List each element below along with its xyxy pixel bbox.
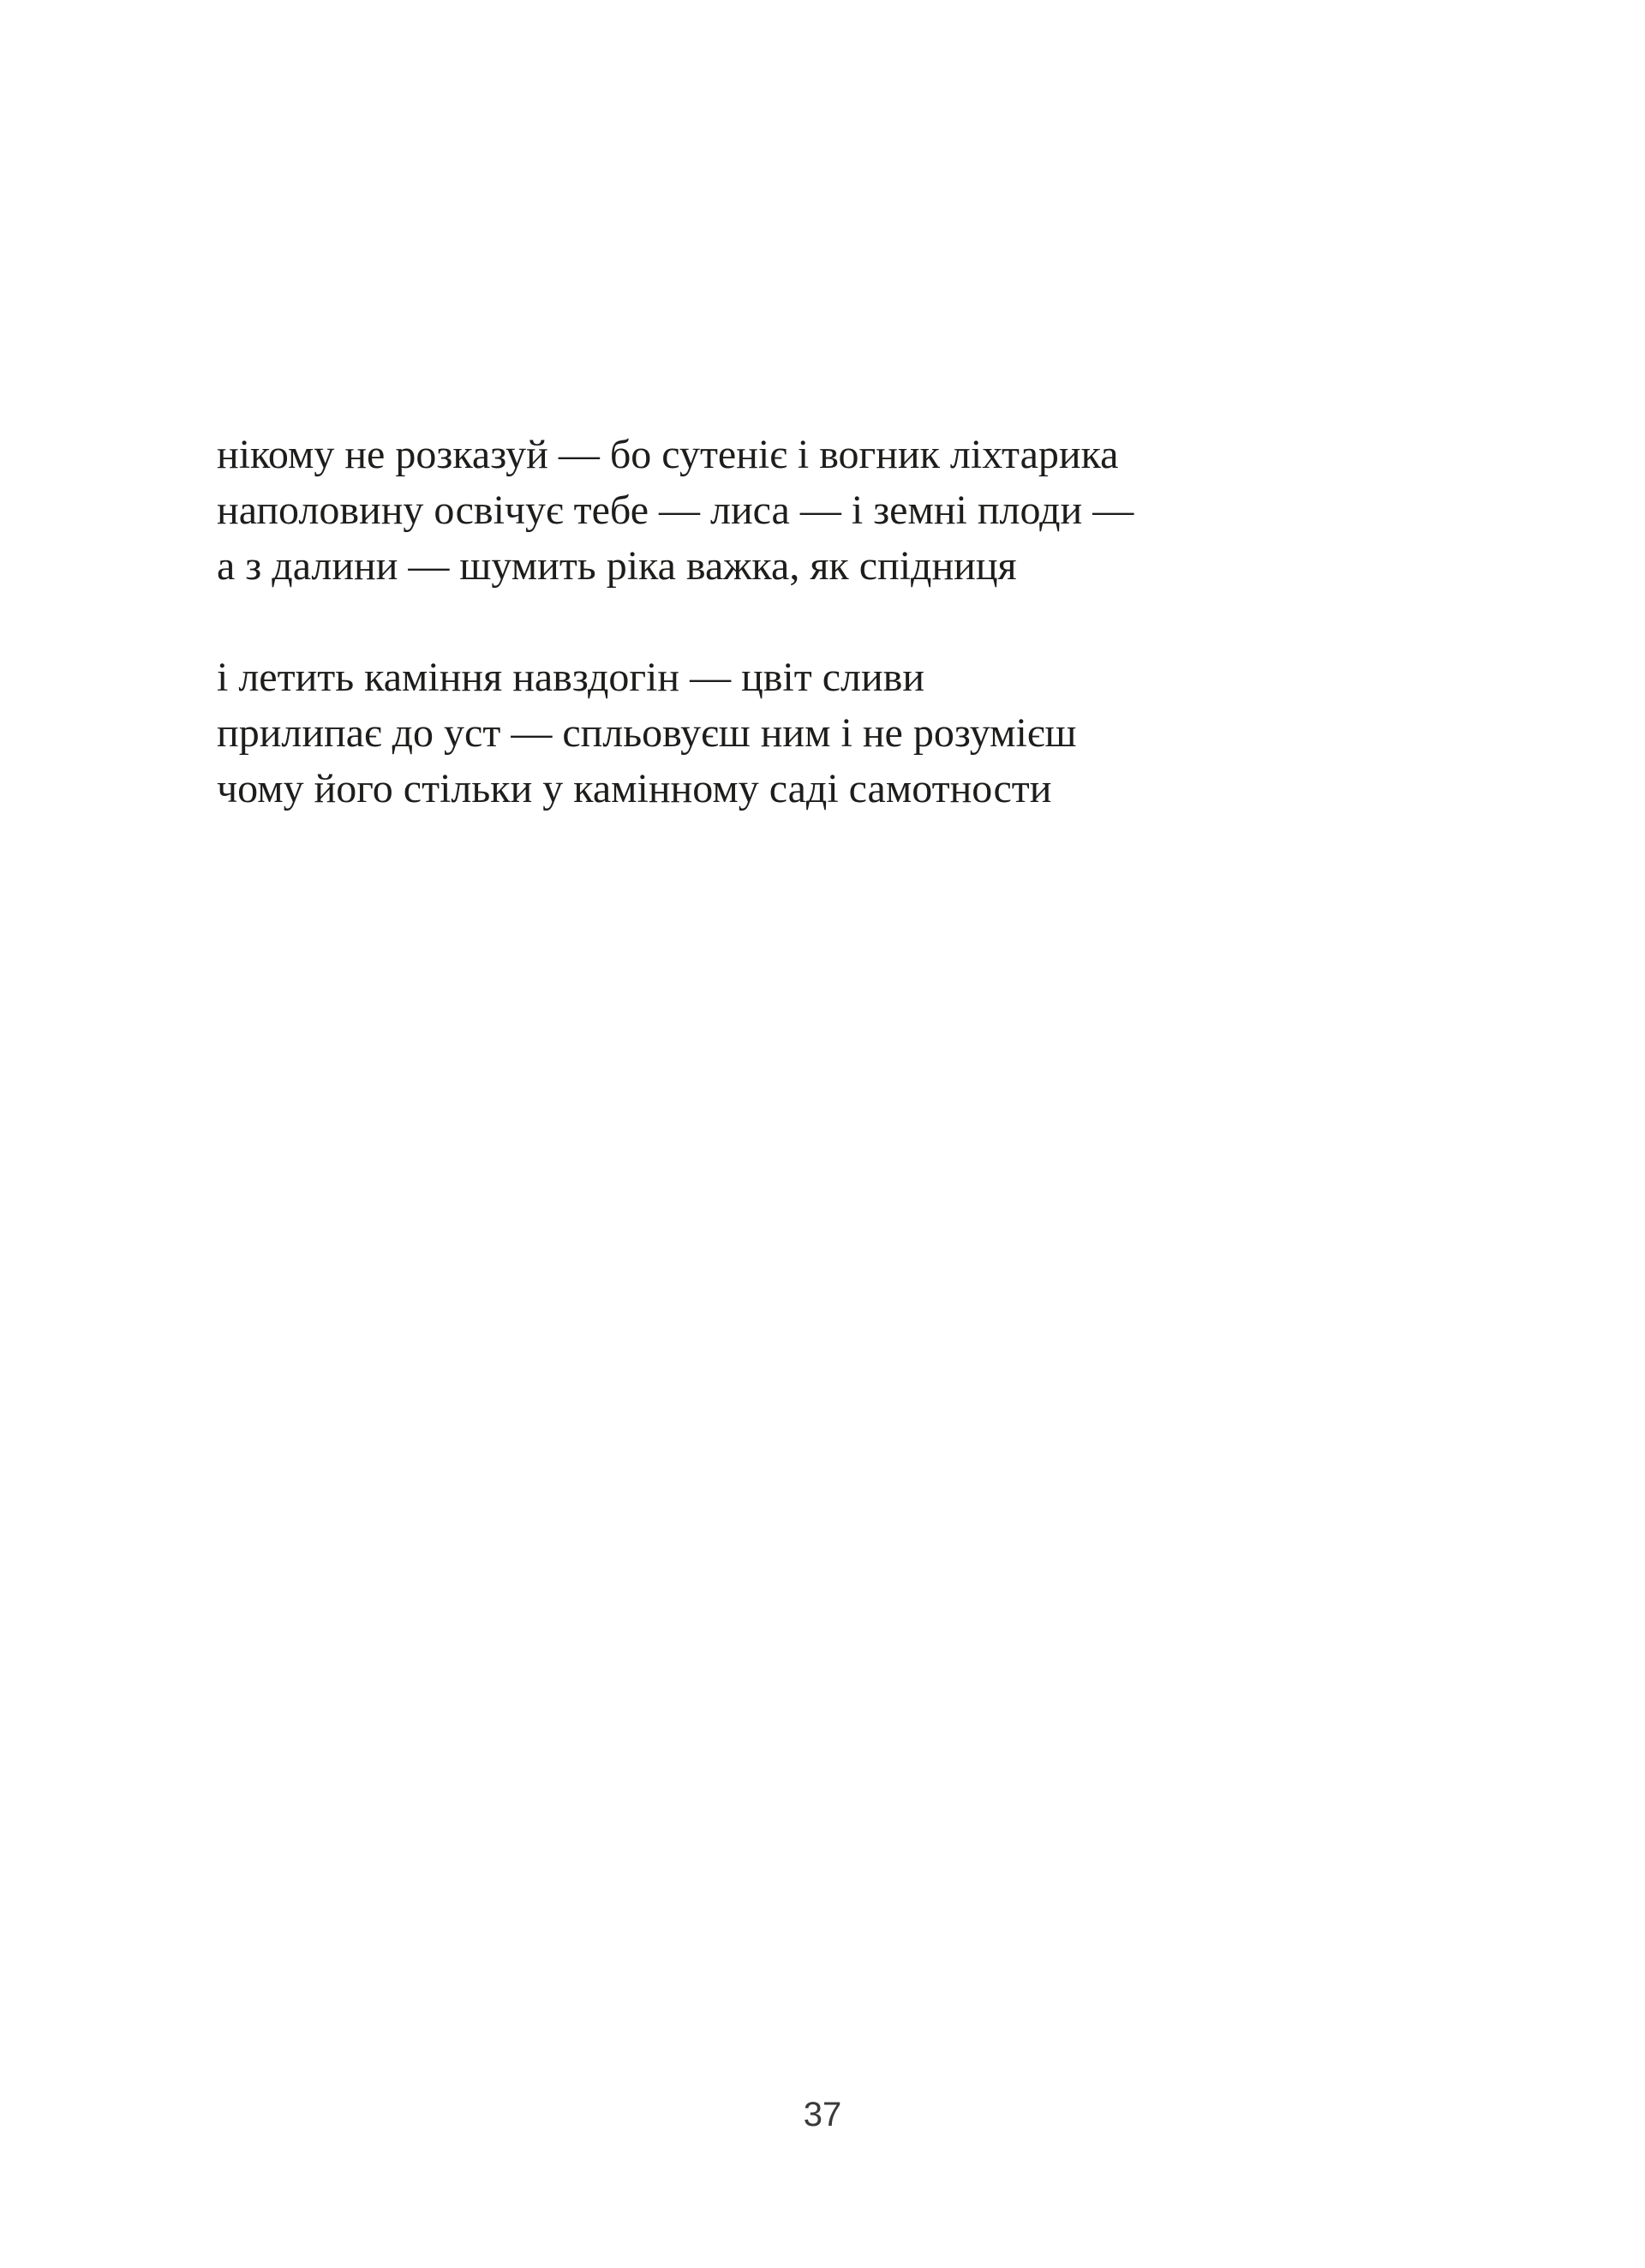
poem-line: а з далини — шумить ріка важка, як спідниця [217,543,1017,589]
poem-line: і летить каміння навздогін — цвіт сливи [217,655,925,700]
stanza-2 [217,649,1459,817]
page-number: 37 [803,2096,842,2133]
poem-line: наполовину освічує тебе — лиса — і земні плоди — [217,488,1134,533]
poem-line: чому його стільки у камінному саді самотности [217,766,1052,811]
poem-text-block [217,427,1459,872]
stanza-1 [217,427,1459,594]
poem-line: прилипає до уст — спльовуєш ним і не розумієш [217,710,1077,756]
poem-line: нікому не розказуй — бо сутеніє і вогник ліхтарика [217,432,1119,477]
